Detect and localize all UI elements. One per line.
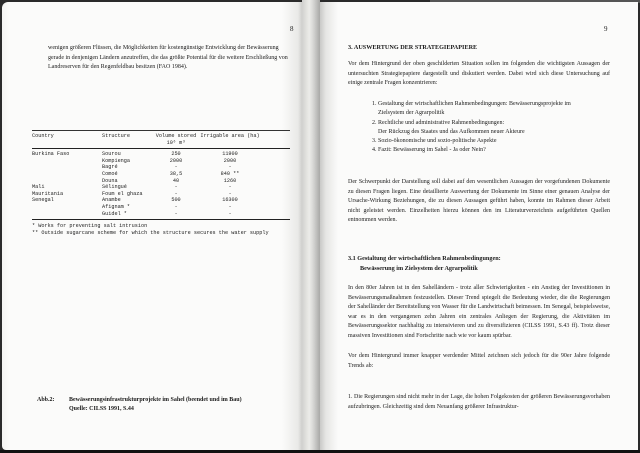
cell-country bbox=[32, 178, 102, 185]
table-row bbox=[32, 204, 290, 211]
cell-area: 11900 bbox=[222, 151, 238, 158]
cell-area: 840 ** bbox=[220, 170, 240, 177]
list-item-line: 1. Gestaltung der wirtschaftlichen Rahmenbedingungen: Bewässerungsprojekte im bbox=[372, 101, 571, 107]
list-item bbox=[372, 119, 571, 138]
right-paragraph-2: Der Schwerpunkt der Darstellung soll dabei auf den wesentlichen Aussagen der vorgefundenen Dokumente zu diesen Fragen liegen. Eine detaillierte Auswertung der Dokumente im Sinne einer genauen Analyse der Ursache-Wirkung Beziehungen, die zu diesen Aussagen geführt haben, konnte im Rahmen dieser Arbeit nicht geleistet werden. Einzelheiten hierzu können den im Literaturverzeichnis aufgeführten Quellen entnommen werden. bbox=[348, 179, 610, 223]
cell-volume: 2000 bbox=[169, 157, 183, 164]
cell-structure: Bagré bbox=[102, 164, 118, 171]
cell-structure: Sourou bbox=[102, 151, 121, 158]
right-paragraph-3: In den 80er Jahren ist in den Sahelländern - trotz aller Schwierigkeiten - ein Anstieg der Investitionen in Bewässerungsmaßnahmen festzustellen. Dieser Trend spiegelt die Bedeutung wieder, die die Regierungen der Sahelländer der Bereitstellung von Wasser für die Landwirtschaft beimessen. Im Senegal, beispielsweise, war es in den vergangenen zehn Jahren ein zentrales Anliegen der Regierung, die Aktivitäten im Bewässerungssektor nachhaltig zu intensivieren und zu diversifizieren (CILSS 1991, S.43 ff). Trotz dieser massiven Investitionen sind Fortschritte nach wie vor kaum spürbar. bbox=[348, 285, 610, 339]
table-row bbox=[32, 158, 290, 165]
cell-area: 1260 bbox=[223, 177, 237, 184]
cell-area: - bbox=[228, 164, 232, 171]
cell-area: - bbox=[228, 184, 232, 191]
header-volume: Volume stored 10⁶ m³ bbox=[155, 133, 197, 146]
cell-structure: Afignam * bbox=[102, 203, 131, 210]
cell-country bbox=[32, 164, 102, 171]
irrigation-structures-table bbox=[32, 130, 290, 236]
list-item bbox=[372, 146, 571, 155]
cell-volume: - bbox=[174, 210, 178, 217]
footnote: ** Outside sugarcane scheme for which the structure secures the water supply bbox=[32, 229, 269, 236]
subsection-heading-line-2: Bewässerung im Zielsystem der Agrarpolitik bbox=[360, 265, 478, 272]
list-item-line: Zielsystem der Agrarpolitik bbox=[378, 110, 445, 117]
cell-structure: Guidel * bbox=[102, 210, 127, 217]
table-row bbox=[32, 151, 290, 158]
cell-area: - bbox=[228, 203, 232, 210]
cell-volume: 250 bbox=[171, 151, 181, 158]
key-questions-list bbox=[372, 100, 571, 156]
list-item-line: 4. Fazit: Bewässerung im Sahel - Ja oder Nein? bbox=[372, 147, 486, 154]
cell-volume: - bbox=[174, 190, 178, 197]
cell-country: Mali bbox=[32, 184, 45, 191]
caption-label: Abb.2: bbox=[37, 397, 55, 403]
header-country: Country bbox=[32, 133, 54, 139]
table-body bbox=[32, 149, 290, 219]
cell-structure: Kompienga bbox=[102, 157, 131, 164]
cell-country: Mauritania bbox=[32, 190, 64, 197]
table-row bbox=[32, 184, 290, 191]
cell-country bbox=[32, 211, 102, 218]
cell-volume: 40 bbox=[172, 177, 180, 184]
caption-title: Bewässerungsinfrastrukturprojekte im Sahel (beendet und im Bau) bbox=[69, 397, 242, 403]
table-row bbox=[32, 211, 290, 218]
footnote: * Works for preventing salt intrusion bbox=[32, 223, 148, 230]
table-row bbox=[32, 178, 290, 185]
header-area: Irrigable area (ha) bbox=[200, 133, 260, 139]
list-item bbox=[372, 137, 571, 146]
page-number-left: 8 bbox=[290, 25, 294, 33]
cell-country bbox=[32, 204, 102, 211]
left-intro-paragraph: wenigen größeren Flüssen, die Möglichkeiten für kostengünstige Entwicklung der Bewässerung gerade in denjenigen Ländern anzutreffen, die das größte Potential für die weitere Erschließung von Landreserven für den Regenfeldbau besitzen (FAO 1984). bbox=[48, 45, 288, 70]
cell-structure: Anambe bbox=[102, 197, 121, 204]
cell-country bbox=[32, 158, 102, 165]
cell-area: - bbox=[228, 190, 232, 197]
caption-source: Quelle: CILSS 1991, S.44 bbox=[69, 406, 134, 412]
section-heading: 3. AUSWERTUNG DER STRATEGIEPAPIERE bbox=[348, 44, 478, 51]
cell-area: 16300 bbox=[222, 197, 238, 204]
cell-country: Burkina Faso bbox=[32, 151, 70, 158]
list-item-line: 2. Rechtliche und administrative Rahmenbedingungen: bbox=[372, 119, 505, 126]
cell-volume: 500 bbox=[171, 197, 181, 204]
cell-structure: Douna bbox=[102, 177, 118, 184]
page-number-right: 9 bbox=[604, 25, 608, 33]
cell-structure: Sélingué bbox=[102, 184, 127, 191]
right-paragraph-5: 1. Die Regierungen sind nicht mehr in der Lage, die hohen Folgekosten der größeren Bewässerungsvorhaben aufzubringen. Gleichzeitig sind dem Neuanfang größerer Infrastruktur- bbox=[348, 394, 610, 410]
table-row bbox=[32, 191, 290, 198]
cell-volume: - bbox=[174, 164, 178, 171]
table-row bbox=[32, 197, 290, 204]
cell-country bbox=[32, 171, 102, 178]
table-row bbox=[32, 164, 290, 171]
cell-area: - bbox=[228, 210, 232, 217]
subsection-heading-line-1: 3.1 Gestaltung der wirtschaftlichen Rahmenbedingungen: bbox=[348, 255, 501, 262]
right-paragraph-4: Vor dem Hintergrund immer knapper werdender Mittel zeichnen sich jedoch für die 90er Jahre folgende Trends ab: bbox=[348, 353, 610, 369]
list-item bbox=[372, 100, 571, 119]
list-item-line: Der Rückzug des Staates und das Aufkommen neuer Akteure bbox=[378, 128, 525, 135]
cell-volume: - bbox=[174, 184, 178, 191]
cell-country: Senegal bbox=[32, 197, 54, 204]
table-bottom-rule bbox=[32, 219, 290, 220]
figure-caption bbox=[37, 396, 242, 414]
table-footnotes bbox=[32, 223, 290, 236]
header-structure: Structure bbox=[102, 133, 131, 139]
cell-structure: Comoé bbox=[102, 170, 118, 177]
cell-volume: 38,5 bbox=[169, 170, 183, 177]
table-row bbox=[32, 171, 290, 178]
right-paragraph-1: Vor dem Hintergrund der oben geschilderten Situation sollen im folgenden die wichtigsten Aussagen der untersuchten Strategiepapiere dargestellt und diskutiert werden. Dabei wird sich diese Untersuchung auf einige zentrale Fragen konzentrieren: bbox=[348, 61, 610, 86]
table-header-row bbox=[32, 131, 290, 148]
cell-volume: - bbox=[174, 203, 178, 210]
cell-structure: Foum el ghaza bbox=[102, 190, 143, 197]
cell-area: 2000 bbox=[223, 157, 237, 164]
book-gutter bbox=[302, 0, 320, 453]
list-item-line: 3. Sozio-ökonomische und sozio-politische Aspekte bbox=[372, 138, 497, 145]
